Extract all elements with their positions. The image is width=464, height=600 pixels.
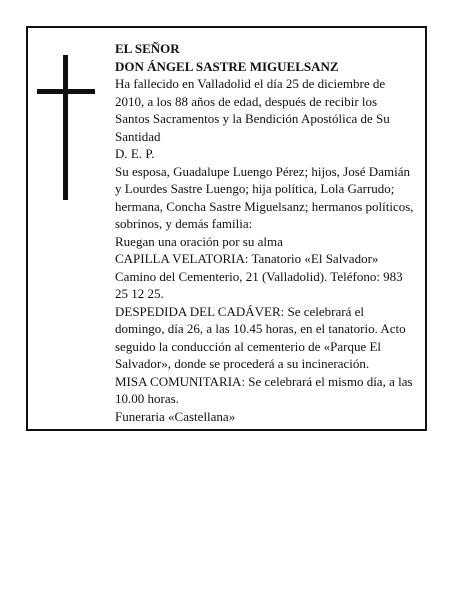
rip-text: D. E. P. [115,146,155,161]
prayer-request: Ruegan una oración por su alma [115,233,283,249]
notice-text [115,40,415,425]
cross-horizontal-bar [37,89,95,94]
death-announcement: Ha fallecido en Valladolid el día 25 de diciembre de 2010, a los 88 años de edad, después de recibir los Santos Sacramentos y la Bendición Apostólica de Su Santidad [115,76,390,144]
family-list: Su esposa, Guadalupe Luengo Pérez; hijos, José Damián y Lourdes Sastre Luengo; hija política, Lola Garrudo; hermana, Concha Sastre Miguelsanz; hermanos políticos, sobrinos, y demás familia: [115,163,414,231]
chapel-info: CAPILLA VELATORIA: Tanatorio «El Salvador» Camino del Cementerio, 21 (Valladolid). Teléfono: 983 25 12 25. [115,251,403,301]
notice-heading: EL SEÑOR [115,41,180,56]
obituary-notice [26,26,427,431]
mass-info: MISA COMUNITARIA: Se celebrará el mismo día, a las 10.00 horas. [115,373,413,406]
funeral-home: Funeraria «Castellana» [115,408,236,424]
cross-icon [37,55,97,200]
farewell-info: DESPEDIDA DEL CADÁVER: Se celebrará el domingo, día 26, a las 10.45 horas, en el tanatorio. Acto seguido la conducción al cementerio de «Parque El Salvador», donde se procederá a su incineración. [115,303,406,371]
cross-vertical-bar [63,55,68,200]
deceased-name: DON ÁNGEL SASTRE MIGUELSANZ [115,58,339,74]
